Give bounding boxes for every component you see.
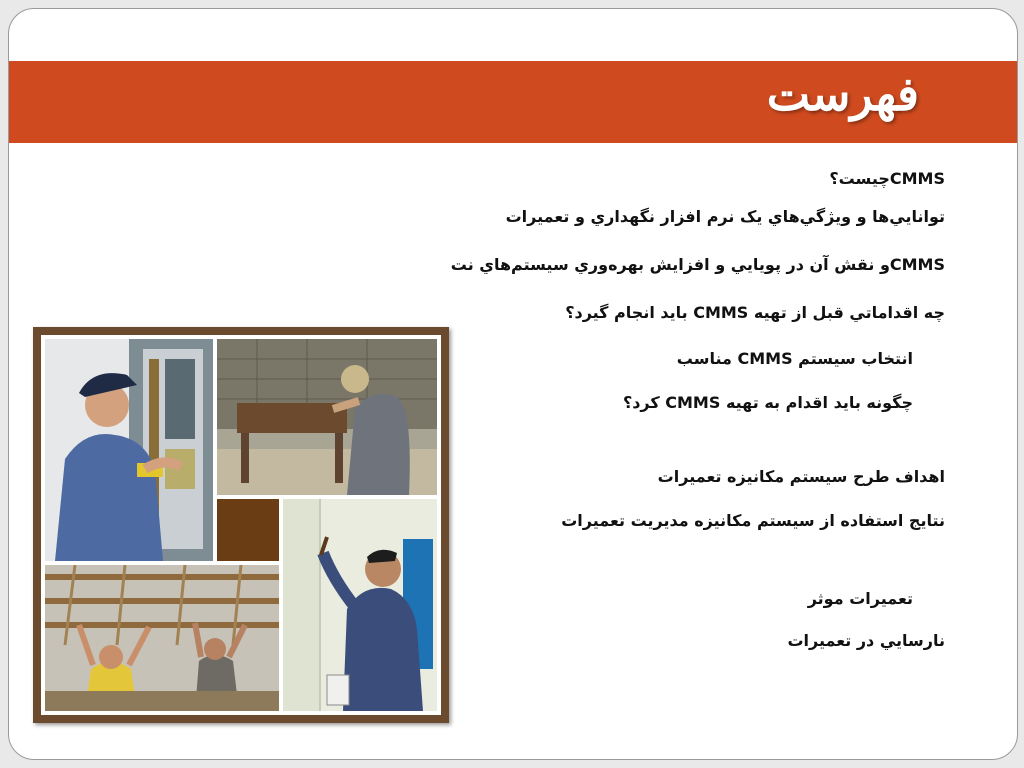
slide xyxy=(8,8,1018,760)
toc-item-9: تعميرات موثر xyxy=(807,589,913,608)
title-bar xyxy=(9,61,1017,143)
toc-item-3: CMMSو نقش آن در پويايي و افزايش بهره‌وري سيستم‌هاي نت xyxy=(450,255,945,274)
toc-item-10: نارسايي در تعميرات xyxy=(787,631,945,650)
photo-electrician xyxy=(45,339,213,561)
toc-item-2: توانايي‌ها و ويژگي‌هاي يک نرم افزار نگهداري و تعميرات xyxy=(505,207,945,226)
toc-item-5: انتخاب سيستم CMMS مناسب xyxy=(676,349,913,368)
toc-item-4: چه اقداماتي قبل از تهيه CMMS بايد انجام گيرد؟ xyxy=(565,303,945,322)
maintenance-photo-collage xyxy=(33,327,449,723)
photo-welder xyxy=(217,339,437,495)
toc-item-8: نتايج استفاده از سيستم مکانيزه مديريت تعميرات xyxy=(561,511,945,530)
slide-title: فهرست xyxy=(766,67,919,121)
photo-painter xyxy=(283,499,437,711)
photo-roof-workers xyxy=(45,565,279,711)
photo-brown-block xyxy=(217,499,279,561)
toc-item-6: چگونه بايد اقدام به تهيه CMMS کرد؟ xyxy=(622,393,913,412)
toc-item-7: اهداف طرح سيستم مکانيزه تعميرات xyxy=(657,467,945,486)
toc-item-1: CMMSچيست؟ xyxy=(829,169,945,188)
